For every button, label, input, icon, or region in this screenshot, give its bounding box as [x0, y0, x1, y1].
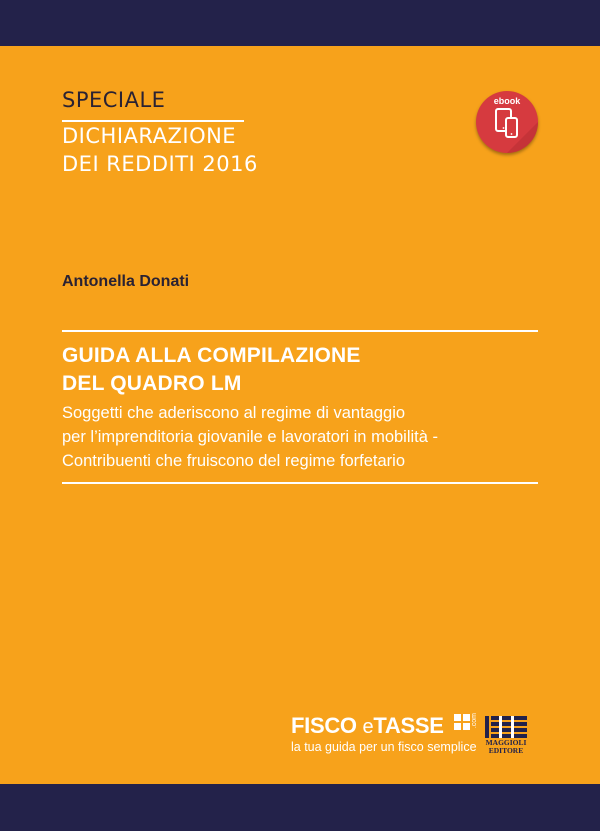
book-subtitle-line2: per l’imprenditoria giovanile e lavoratori in mobilità -: [62, 428, 439, 446]
series-title-line1: DICHIARAZIONE: [62, 124, 237, 148]
logo-tagline: la tua guida per un fisco semplice: [291, 740, 477, 754]
author-name: Antonella Donati: [62, 273, 190, 290]
ebook-badge: [476, 91, 538, 153]
ebook-badge-label: ebook: [493, 96, 521, 106]
book-subtitle-line1: Soggetti che aderiscono al regime di vantaggio: [62, 404, 406, 422]
maggioli-name: MAGGIOLI: [485, 738, 527, 747]
book-title-line2: DEL QUADRO LM: [62, 372, 242, 395]
logo-word-fisco: FISCO: [291, 713, 357, 738]
logo-word-e: e: [362, 716, 374, 738]
fisco-e-tasse-logo: [291, 713, 444, 739]
logo-domain-suffix: .com: [471, 713, 478, 729]
tablet-phone-icon: [476, 91, 538, 153]
speciale-divider: [62, 120, 244, 122]
title-bottom-rule: [62, 482, 538, 484]
book-subtitle-line3: Contribuenti che fruiscono del regime forfetario: [62, 452, 406, 470]
logo-grid-icon: [454, 714, 470, 730]
bottom-band: [0, 784, 600, 831]
logo-word-tasse: TASSE: [373, 713, 444, 738]
series-title-line2: DEI REDDITI 2016: [62, 152, 258, 176]
speciale-label: SPECIALE: [62, 88, 166, 112]
book-title-line1: GUIDA ALLA COMPILAZIONE: [62, 344, 361, 367]
maggioli-editore: EDITORE: [488, 746, 524, 755]
top-band: [0, 0, 600, 46]
title-top-rule: [62, 330, 538, 332]
